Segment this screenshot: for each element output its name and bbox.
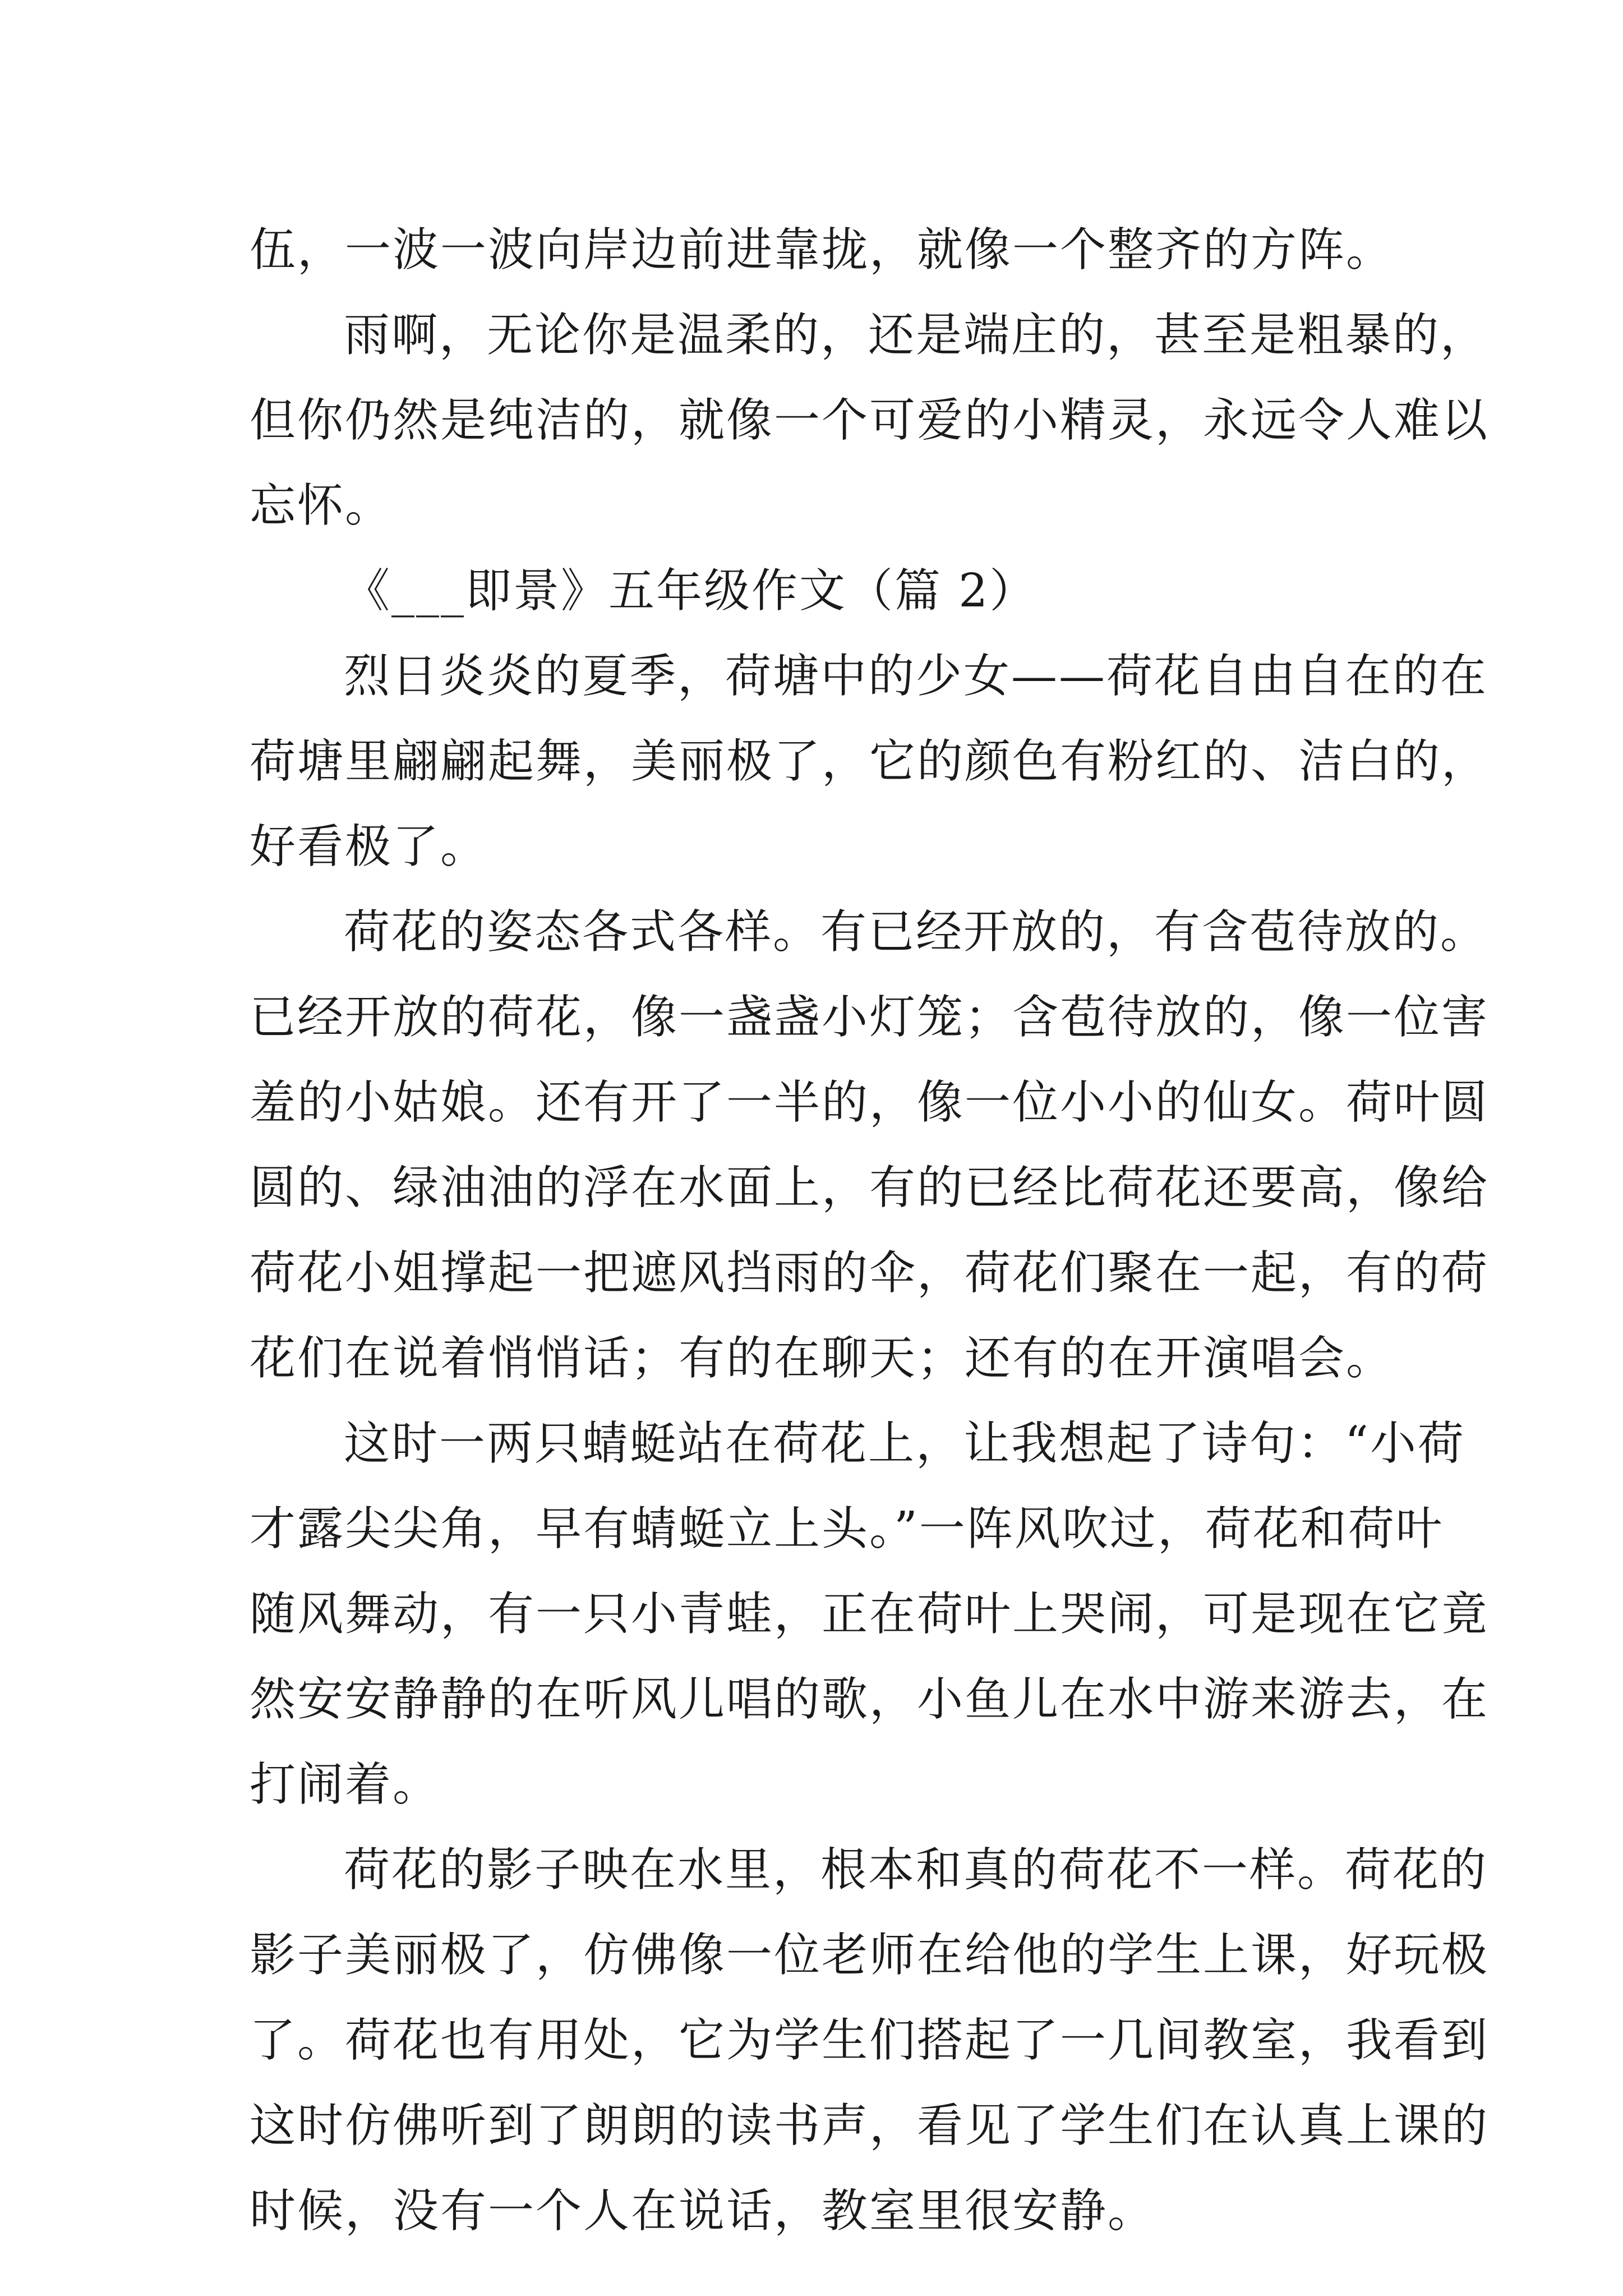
- text-line: 忘怀。: [250, 479, 393, 532]
- text-line: 好看极了。: [250, 820, 488, 873]
- text-line: 圆的、绿油油的浮在水面上，有的已经比荷花还要高，像给: [250, 1161, 1490, 1214]
- text-line: 荷花的姿态各式各样。有已经开放的，有含苞待放的。: [344, 905, 1488, 959]
- text-line: 影子美丽极了，仿佛像一位老师在给他的学生上课，好玩极: [250, 1929, 1490, 1982]
- essay-body: [250, 208, 1490, 2254]
- text-line: 然安安静静的在听风儿唱的歌，小鱼儿在水中游来游去，在: [250, 1673, 1490, 1726]
- text-line: 已经开放的荷花，像一盏盏小灯笼；含苞待放的，像一位害: [250, 991, 1490, 1044]
- text-line: 花们在说着悄悄话；有的在聊天；还有的在开演唱会。: [250, 1332, 1394, 1385]
- text-line: 时候，没有一个人在说话，教室里很安静。: [250, 2184, 1156, 2238]
- text-line: 这时一两只蜻蜓站在荷花上，让我想起了诗句：“小荷: [344, 1417, 1465, 1470]
- text-line: 随风舞动，有一只小青蛙，正在荷叶上哭闹，可是现在它竟: [250, 1588, 1490, 1641]
- text-line: 荷花小姐撑起一把遮风挡雨的伞，荷花们聚在一起，有的荷: [250, 1246, 1490, 1300]
- text-line: 荷花的影子映在水里，根本和真的荷花不一样。荷花的: [344, 1843, 1488, 1897]
- text-line: 雨啊，无论你是温柔的，还是端庄的，甚至是粗暴的，: [344, 309, 1488, 362]
- text-line: 这时仿佛听到了朗朗的读书声，看见了学生们在认真上课的: [250, 2099, 1490, 2152]
- text-line: 羞的小姑娘。还有开了一半的，像一位小小的仙女。荷叶圆: [250, 1076, 1490, 1129]
- text-line: 伍，一波一波向岸边前进靠拢，就像一个整齐的方阵。: [250, 223, 1394, 277]
- text-line: 了。荷花也有用处，它为学生们搭起了一几间教室，我看到: [250, 2014, 1490, 2067]
- text-line: 荷塘里翩翩起舞，美丽极了，它的颜色有粉红的、洁白的，: [250, 735, 1490, 788]
- text-line: 打闹着。: [250, 1758, 441, 1811]
- section-heading: 《___即景》五年级作文（篇 2）: [344, 564, 1038, 618]
- text-line: 但你仍然是纯洁的，就像一个可爱的小精灵，永远令人难以: [250, 394, 1490, 447]
- text-line: 才露尖尖角，早有蜻蜓立上头。”一阵风吹过，荷花和荷叶: [250, 1502, 1444, 1556]
- text-line: 烈日炎炎的夏季，荷塘中的少女——荷花自由自在的在: [344, 650, 1488, 703]
